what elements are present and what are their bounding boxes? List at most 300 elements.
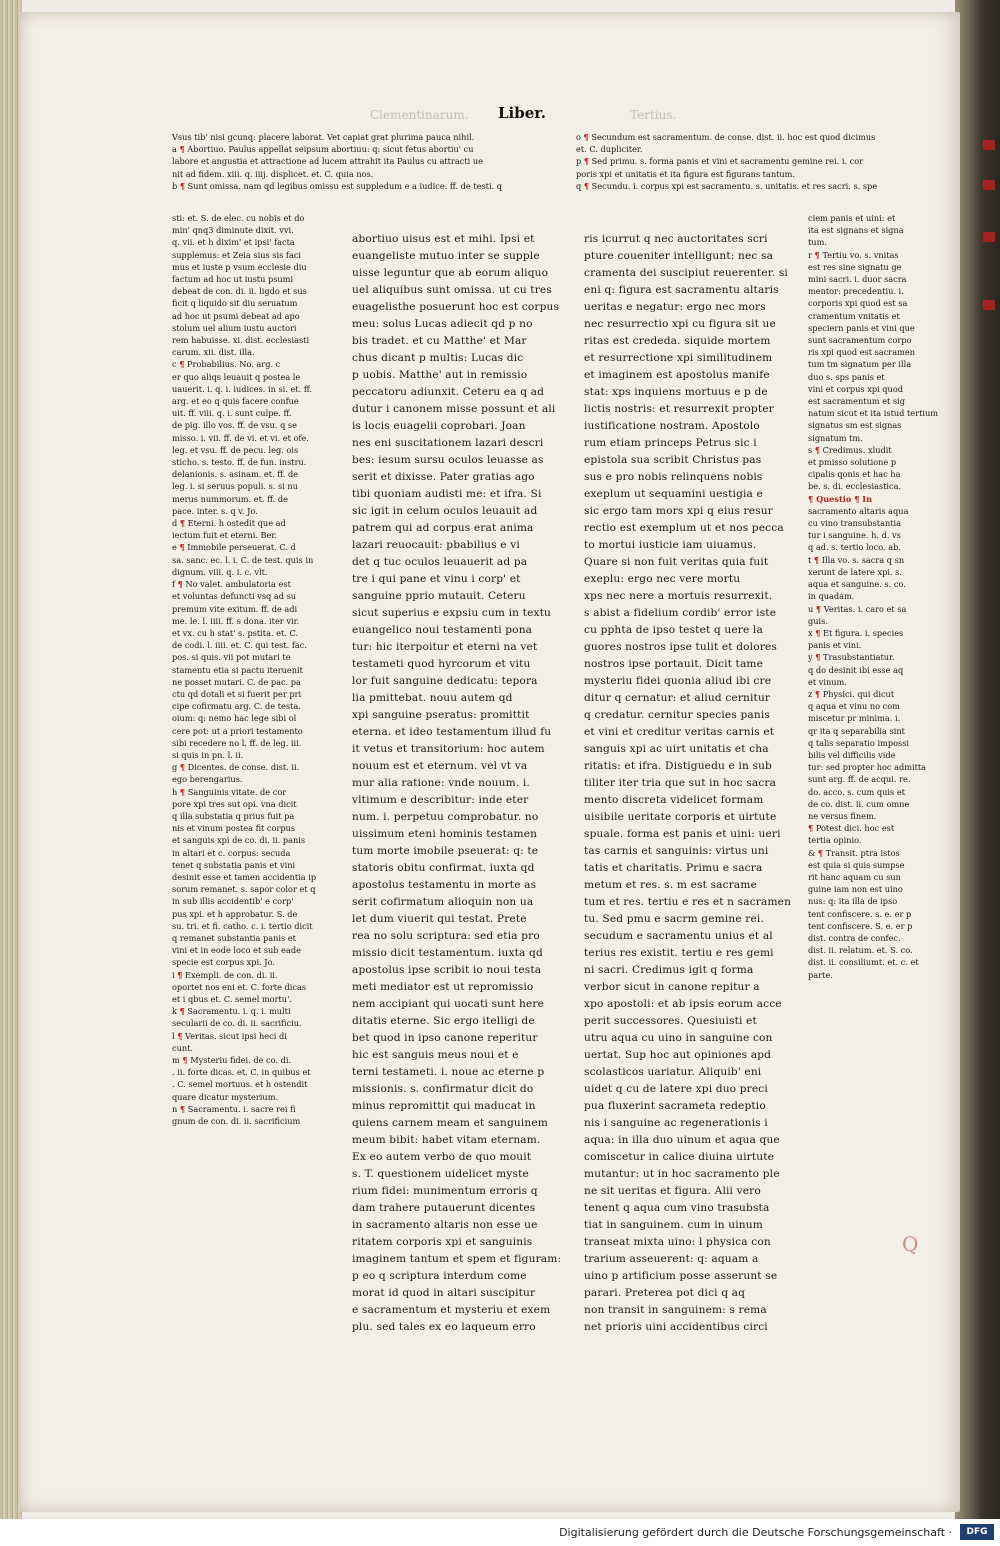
paragraph-mark: ¶ xyxy=(179,1103,186,1114)
text-line: et. C. dupliciter. xyxy=(576,144,643,155)
paragraph-mark: ¶ xyxy=(854,493,860,504)
text-line: aqua et sanguine. s. co. xyxy=(808,579,906,590)
text-line: dist. ii. relatum. et. S. co. xyxy=(808,945,913,956)
text-line: ditatis eterne. Sic ergo itelligi de xyxy=(352,1015,535,1027)
text-line: et pmisso solutione p xyxy=(808,457,897,468)
text-line: de co. dist. ii. cum omne xyxy=(808,798,910,809)
text-line: tre i qui pane et vinu i corp' et xyxy=(352,573,521,585)
text-line: cipe cofirmatu arg. C. de testa. xyxy=(172,701,301,712)
text-line: mur alia ratione: vnde nouum. i. xyxy=(352,777,530,789)
text-line: rectio est exemplum ut et nos pecca xyxy=(584,522,784,534)
text-line: n ¶ Sacramentu. i. sacre rei fi xyxy=(172,1103,296,1114)
text-line: apostolus testamentu in morte as xyxy=(352,879,537,891)
text-line: a ¶ Abortiuo. Paulus appellat seipsum abortiuu: q: sicut fetus abortiu' cu xyxy=(172,144,474,155)
paragraph-mark: ¶ xyxy=(808,823,814,834)
text-line: pace. inter. s. q v. Jo. xyxy=(172,505,258,516)
paragraph-mark: ¶ xyxy=(179,359,185,370)
text-line: rem habuisse. xi. dist. ecclesiasti xyxy=(172,335,310,346)
text-line: sic ergo tam mors xpi q eius resur xyxy=(584,505,773,517)
text-line: sic igit in celum oculos leuauit ad xyxy=(352,505,538,517)
text-line: euangeliste mutuo inter se supple xyxy=(352,250,540,262)
text-line: uisibile ueritate corporis et uirtute xyxy=(584,811,777,823)
text-line: signatum tm. xyxy=(808,432,863,443)
text-line: qr ita q separabilia sint xyxy=(808,725,905,736)
text-line: supplemus: et Zeia sius sis faci xyxy=(172,249,302,260)
paragraph-mark: ¶ xyxy=(179,542,185,553)
text-line: tiat in sanguinem. cum in uinum xyxy=(584,1219,763,1231)
text-line: in quadam. xyxy=(808,591,855,602)
text-line: si quis in pn. l. ii. xyxy=(172,749,244,760)
text-line: uino p artificium posse asserunt se xyxy=(584,1270,778,1282)
paragraph-mark: ¶ xyxy=(177,579,183,590)
text-line: k ¶ Sacramentu. i. q. i. multi xyxy=(172,1006,291,1017)
text-line: patrem qui ad corpus erat anima xyxy=(352,522,534,534)
text-line: serit et dixisse. Pater gratias ago xyxy=(352,471,535,483)
text-line: uissimum eteni hominis testamen xyxy=(352,828,538,840)
text-line: pore xpi tres sut opi. vna dicit xyxy=(172,798,297,809)
text-line: in sacramento altaris non esse ue xyxy=(352,1219,538,1231)
text-line: epistola sua scribit Christus pas xyxy=(584,454,762,466)
text-line: ne sit ueritas et figura. Alii vero xyxy=(584,1185,761,1197)
text-line: exeplu: ergo nec vere mortu xyxy=(584,573,741,585)
text-line: testameti quod hyrcorum et vitu xyxy=(352,658,531,670)
text-line: xpo apostoli: et ab ipsis eorum acce xyxy=(584,998,782,1010)
text-line: tertia opinio. xyxy=(808,835,862,846)
text-line: nus: q: ita illa de ipso xyxy=(808,896,898,907)
text-line: det q tuc oculos leuauerit ad pa xyxy=(352,556,528,568)
text-line: it vetus et transitorium: hoc autem xyxy=(352,743,545,755)
text-line: ritas est crededa. siquide mortem xyxy=(584,335,771,347)
text-line: misso. i. vii. ff. de vi. et vi. et ofe. xyxy=(172,432,309,443)
text-line: x ¶ Et figura. i. species xyxy=(808,627,904,638)
text-line: num. i. perpetuu comprobatur. no xyxy=(352,811,539,823)
text-line: de codi. l. iiii. et. C. qui test. fac. xyxy=(172,640,307,651)
text-line: mento discreta videlicet formam xyxy=(584,794,764,806)
text-line: tenent q aqua cum vino trasubsta xyxy=(584,1202,770,1214)
text-line: rium fidei: munimentum erroris q xyxy=(352,1185,538,1197)
text-line: ¶ Potest dici. hoc est xyxy=(808,823,895,834)
text-line: pos. si quis. vii pot mutari te xyxy=(172,652,291,663)
text-line: tum morte imobile pseuerat: q: te xyxy=(352,845,539,857)
text-line: imaginem tantum et spem et figuram: xyxy=(352,1253,562,1265)
text-line: est sacramentum et sig xyxy=(808,396,906,407)
text-line: parte. xyxy=(808,969,833,980)
paragraph-mark: ¶ xyxy=(179,1006,185,1017)
text-line: ctu qd dotali et si fuerit per pri xyxy=(172,688,302,699)
text-line: . C. semel mortuus. et h ostendit xyxy=(172,1079,308,1090)
text-line: z ¶ Physici. qui dicut xyxy=(808,688,895,699)
text-line: nem accipiant qui uocati sunt here xyxy=(352,998,545,1010)
text-line: duo s. sps panis et xyxy=(808,371,885,382)
text-line: nes eni suscitationem lazari descri xyxy=(352,437,544,449)
text-line: apostolus ipse scribit io noui testa xyxy=(352,964,542,976)
text-line: meum bibit: habet vitam eternam. xyxy=(352,1134,541,1146)
text-line: rum etiam princeps Petrus sic i xyxy=(584,437,757,449)
rubric-strip xyxy=(983,232,995,242)
text-line: tas carnis et sanguinis: virtus uni xyxy=(584,845,769,857)
text-line: leg. et vsu. ff. de pecu. leg. ois xyxy=(172,444,299,455)
text-line: gnum de con. di. ii. sacrificium xyxy=(172,1116,301,1127)
text-line: sti: et. S. de elec. cu nobis et do xyxy=(172,213,305,223)
text-line: be. s. di. ecclesiastica. xyxy=(808,481,902,492)
text-line: c ¶ Probabilius. No. arg. c xyxy=(172,359,281,370)
left-gloss-column xyxy=(172,212,336,1127)
text-line: uit. ff. viii. q. i. sunt culpe. ff. xyxy=(172,408,292,419)
text-line: bilis vel difficilis vide xyxy=(808,749,896,760)
text-line: s ¶ Credimus. xludit xyxy=(808,444,892,455)
footer-bar xyxy=(0,1519,1000,1546)
text-line: i ¶ Exempli. de con. di. ii. xyxy=(172,969,278,980)
text-line: tu. Sed pmu e sacrm gemine rei. xyxy=(584,913,764,925)
text-line: o ¶ Secundum est sacramentum. de conse. dist. ii. hoc est quod dicimus xyxy=(576,132,876,142)
right-gloss-column xyxy=(808,212,946,981)
right-book-edge xyxy=(955,0,1000,1520)
text-line: p eo q scriptura interdum come xyxy=(352,1270,527,1282)
text-line: y ¶ Trasubstantiatur. xyxy=(808,652,895,663)
text-line: Vsus tib' nisi gcunq: placere laborat. Vet capiat grat plurima pauca nihil. xyxy=(172,132,475,142)
text-line: uidet q cu de latere xpi duo preci xyxy=(584,1083,768,1095)
text-line: transeat mixta uino: l physica con xyxy=(584,1236,771,1248)
text-line: rea no solu scriptura: sed etia pro xyxy=(352,930,540,942)
text-line: ad hoc ut psumi debeat ad apo xyxy=(172,310,300,321)
text-line: stamentu etia si pactu iteruenit xyxy=(172,664,303,675)
text-line: b ¶ Sunt omissa. nam qd legibus omissu est suppledum e a iudice. ff. de testi. q xyxy=(172,180,503,191)
text-line: tur: sed propter hoc admitta xyxy=(808,762,927,773)
text-line: est quia si quis sumpse xyxy=(808,859,905,870)
text-line: nec resurrectio xpi cu figura sit ue xyxy=(584,318,776,330)
text-line: t ¶ Illa vo. s. sacra q sn xyxy=(808,554,905,565)
text-line: tatis et charitatis. Primu e sacra xyxy=(584,862,763,874)
text-line: serit cofirmatum alioquin non ua xyxy=(352,896,534,908)
text-line: ego berengarius. xyxy=(172,774,243,785)
text-line: uisse leguntur que ab eorum aliquo xyxy=(352,267,549,279)
text-line: plu. sed tales ex eo laqueum erro xyxy=(352,1321,536,1333)
paragraph-mark: ¶ xyxy=(583,156,590,167)
main-text-column-right xyxy=(584,231,796,1336)
paragraph-mark: ¶ xyxy=(815,627,821,638)
top-gloss-block xyxy=(172,131,570,192)
text-line: vini et corpus xpi quod xyxy=(808,383,903,394)
text-line: leg. i. si seruus populi. s. si nu xyxy=(172,481,298,492)
text-line: mini sacri. i. duor sacra xyxy=(808,274,907,285)
text-line: p uobis. Matthe' aut in remissio xyxy=(352,369,528,381)
text-line: q ¶ Secundu. i. corpus xpi est sacramentu. s. unitatis. et res sacri. s. spe xyxy=(576,180,878,191)
text-line: chus dicant p multis: Lucas dic xyxy=(352,352,524,364)
text-line: nit ad fidem. xiii. q. iiij. displicet. et. C. quia nos. xyxy=(172,168,374,179)
text-line: perit successores. Quesiuisti et xyxy=(584,1015,757,1027)
text-line: oium: q: nemo hac lege sibi ol xyxy=(172,713,297,724)
text-line: u ¶ Veritas. i. caro et sa xyxy=(808,603,907,614)
text-line: ne versus finem. xyxy=(808,810,877,821)
text-line: pus xpi. et h approbatur. S. de xyxy=(172,908,298,919)
text-line: secudum e sacramentu unius et al xyxy=(584,930,773,942)
text-line: dist. ii. consiliumt. et. c. et xyxy=(808,957,919,968)
text-line: q ad. s. tertio loco. ab. xyxy=(808,542,901,553)
text-line: terius res existit. tertiu e res gemi xyxy=(584,947,774,959)
text-line: mentor: precedentiu. i. xyxy=(808,286,904,297)
text-line: eni q: figura est sacramentu altaris xyxy=(584,284,779,296)
text-line: arg. et eo q quis facere confue xyxy=(172,396,299,407)
text-line: cipalis qonis et hac ha xyxy=(808,469,901,480)
text-line: meti mediator est ut repromissio xyxy=(352,981,534,993)
text-line: sanguis xpi ac uirt unitatis et cha xyxy=(584,743,769,755)
text-line: s. T. questionem uidelicet myste xyxy=(352,1168,529,1180)
text-line: nis et vinum postea fit corpus xyxy=(172,823,296,834)
paragraph-mark: ¶ xyxy=(179,518,186,529)
text-line: verbor sicut in canone repitur a xyxy=(584,981,760,993)
text-line: e ¶ Immobile perseuerat. C. d xyxy=(172,542,296,553)
text-line: premum vite exitum. ff. de adi xyxy=(172,603,298,614)
text-line: cu pphta de ipso testet q uere la xyxy=(584,624,763,636)
text-line: let dum viuerit qui testat. Prete xyxy=(352,913,527,925)
text-line: specie est corpus xpi. Jo. xyxy=(172,957,275,968)
text-line: uauerit. i. q. i. iudices. in si. et. ff. xyxy=(172,383,312,394)
text-line: q talis separatio impossi xyxy=(808,737,910,748)
text-line: pture coueniter intelligunt: nec sa xyxy=(584,250,774,262)
text-line: lia pmittebat. nouu autem qd xyxy=(352,692,513,704)
text-line: factum ad hoc ut iustu psumi xyxy=(172,274,294,285)
dfg-logo: DFG xyxy=(960,1524,994,1540)
text-line: q remanet substantia panis et xyxy=(172,932,296,943)
text-line: bet quod in ipso canone reperitur xyxy=(352,1032,538,1044)
bleed-through-head: Clementinarum. xyxy=(370,108,469,122)
text-line: corporis xpi quod est sa xyxy=(808,298,908,309)
text-line: xerunt de latere xpi. s. xyxy=(808,566,902,577)
text-line: dist. contra de confec. xyxy=(808,932,901,943)
text-line: bis tradet. et cu Matthe' et Mar xyxy=(352,335,527,347)
text-line: to mortui iusticie iam uiuamus. xyxy=(584,539,757,551)
text-line: trarium asseuerent: q: aquam a xyxy=(584,1253,759,1265)
text-line: iustificatione nostram. Apostolo xyxy=(584,420,760,432)
text-line: xpi sanguine pseratus: promittit xyxy=(352,709,530,721)
text-line: guores nostros ipse tulit et dolores xyxy=(584,641,777,653)
paragraph-mark: ¶ xyxy=(177,1030,183,1041)
text-line: dignum. viii. q. i. c. vlt. xyxy=(172,566,268,577)
text-line: r ¶ Tertiu vo. s. vnitas xyxy=(808,249,899,260)
text-line: carum. xii. dist. illa. xyxy=(172,347,255,358)
text-line: est res sine signatu ge xyxy=(808,261,902,272)
text-line: desinit esse et tamen accidentia ip xyxy=(172,871,317,882)
text-line: sticho. s. testo. ff. de fun. instru. xyxy=(172,457,307,468)
text-line: Quare si non fuit veritas quia fuit xyxy=(584,556,769,568)
text-line: signatus sm est signas xyxy=(808,420,902,431)
text-line: uertat. Sup hoc aut opiniones apd xyxy=(584,1049,772,1061)
book-page-edges xyxy=(0,0,22,1546)
text-line: s abist a fidelium cordib' error iste xyxy=(584,607,777,619)
text-line: ficit q liquido sit diu seruatum xyxy=(172,298,298,309)
text-line: natum sicut et ita istud tertium xyxy=(808,408,939,419)
text-line: oportet nos eni et. C. forte dicas xyxy=(172,981,307,992)
text-line: stolum uel alium iustu auctori xyxy=(172,322,297,333)
text-line: meu: solus Lucas adiecit qd p no xyxy=(352,318,533,330)
rubric-strip xyxy=(983,140,995,150)
paragraph-mark: ¶ xyxy=(583,132,589,142)
text-line: et voluntas defuncti vsq ad su xyxy=(172,591,297,602)
text-line: sanguine pprio mutauit. Ceteru xyxy=(352,590,526,602)
paragraph-mark: ¶ xyxy=(177,969,183,980)
text-line: sus e pro nobis relinquens nobis xyxy=(584,471,763,483)
text-line: tibi quoniam audisti me: et ifra. Si xyxy=(352,488,542,500)
text-line: nis i sanguine ac regenerationis i xyxy=(584,1117,768,1129)
text-line: q. vii. et h dixim' et ipsi' facta xyxy=(172,237,295,248)
text-line: iectum fuit et eterni. Ber. xyxy=(172,530,278,541)
text-line: sa. sanc. ec. l. i. C. de test. quis in xyxy=(172,554,314,565)
text-line: ita est signans et signa xyxy=(808,225,904,236)
text-line: mysteriu fidei quonia aliud ibi cre xyxy=(584,675,772,687)
text-line: et vx. cu h stat' s. pstita. et. C. xyxy=(172,627,299,638)
text-line: su. tri. et fi. catho. c. i. tertio dicit xyxy=(172,920,313,931)
text-line: merus nummorum. et. ff. de xyxy=(172,493,288,504)
text-line: ne posset mutari. C. de pac. pa xyxy=(172,676,301,687)
text-line: euagelisthe posuerunt hoc est corpus xyxy=(352,301,560,313)
text-line: cere pot: ut a priori testamento xyxy=(172,725,303,736)
text-line: mus et iuste p vsum ecclesie diu xyxy=(172,261,307,272)
paragraph-mark: ¶ xyxy=(817,847,824,858)
text-line: net prioris uini accidentibus circi xyxy=(584,1321,768,1333)
text-line: de pig. illo vos. ff. de vsu. q se xyxy=(172,420,297,431)
text-line: peccatoru adiunxit. Ceteru ea q ad xyxy=(352,386,545,398)
text-line: bes: iesum sursu oculos leuasse as xyxy=(352,454,544,466)
text-line: tiliter iter tria que sut in hoc sacra xyxy=(584,777,777,789)
text-line: p ¶ Sed primu. s. forma panis et vini et sacramentu gemine rei. i. cor xyxy=(576,156,864,167)
text-line: sacramento altaris aqua xyxy=(808,505,909,516)
text-line: eterna. et ideo testamentum illud fu xyxy=(352,726,552,738)
text-line: et i qbus et. C. semel mortu'. xyxy=(172,994,292,1004)
text-line: f ¶ No valet. ambulatoria est xyxy=(172,579,291,590)
text-line: aqua: in illa duo uinum et aqua que xyxy=(584,1134,780,1146)
text-line: guis. xyxy=(808,615,828,626)
text-line: q credatur. cernitur species panis xyxy=(584,709,770,721)
paragraph-mark: ¶ xyxy=(182,1055,188,1066)
text-line: et imaginem est apostolus manife xyxy=(584,369,770,381)
text-line: sorum remanet. s. sapor color et q xyxy=(172,884,316,895)
text-line: sicut superius e expsiu cum in textu xyxy=(352,607,551,619)
text-line: debeat de con. di. ii. ligdo et sus xyxy=(172,286,307,297)
text-line: is locis euagelii coprobari. Joan xyxy=(352,420,526,432)
text-line: hic est sanguis meus noui et e xyxy=(352,1049,519,1061)
text-line: sunt sacramentum corpo xyxy=(808,335,912,346)
text-line: ris icurrut q nec auctoritates scri xyxy=(584,233,768,245)
text-line: et vinum. xyxy=(808,676,847,687)
rubric-strip xyxy=(983,300,995,310)
text-line: et vini et creditur veritas carnis et xyxy=(584,726,775,738)
text-line: mutantur: ut in hoc sacramento ple xyxy=(584,1168,780,1180)
text-line: e sacramentum et mysteriu et exem xyxy=(352,1304,551,1316)
text-line: stat: xps inquiens mortuus e p de xyxy=(584,386,768,398)
text-line: scolasticos uariatur. Aliquib' eni xyxy=(584,1066,762,1078)
paragraph-mark: ¶ xyxy=(808,493,814,504)
text-line: ris xpi quod est sacramen xyxy=(808,347,915,358)
text-line: lictis nostris: et resurrexit propter xyxy=(584,403,774,415)
text-line: cu vino transubstantia xyxy=(808,518,902,529)
text-line: lor fuit sanguine dedicatu: tepora xyxy=(352,675,538,687)
text-line: l ¶ Veritas. sicut ipsi heci di xyxy=(172,1030,287,1041)
text-line: exeplum ut sequamini uestigia e xyxy=(584,488,763,500)
text-line: tent confiscere. S. e. er p xyxy=(808,920,913,931)
text-line: tenet q substatia panis et vini xyxy=(172,859,296,870)
paragraph-mark: ¶ xyxy=(815,652,821,663)
bleed-through-head: Tertius. xyxy=(630,108,677,122)
paragraph-mark: ¶ xyxy=(179,786,186,797)
text-line: tum et res. tertiu e res et n sacramen xyxy=(584,896,792,908)
text-line: vini et in eode loco et sub eade xyxy=(172,945,301,956)
text-line: terni testameti. i. noue ac eterne p xyxy=(352,1066,545,1078)
text-line: speciern panis et vini que xyxy=(808,322,915,333)
text-line: missio dicit testamentum. iuxta qd xyxy=(352,947,543,959)
text-line: ¶ Questio ¶ In xyxy=(808,493,873,504)
text-line: g ¶ Dicentes. de conse. dist. ii. xyxy=(172,762,300,773)
text-line: m ¶ Mysteriu fidei. de co. di. xyxy=(172,1055,292,1066)
text-line: er quo aliqs leuauit q postea le xyxy=(172,371,301,382)
text-line: sunt arg. ff. de acqui. re. xyxy=(808,774,911,785)
text-line: ni sacri. Credimus igit q forma xyxy=(584,964,754,976)
text-line: dam trahere putauerunt dicentes xyxy=(352,1202,536,1214)
text-line: ritatem corporis xpi et sanguinis xyxy=(352,1236,533,1248)
text-line: euangelico noui testamenti pona xyxy=(352,624,533,636)
funding-credit: Digitalisierung gefördert durch die Deutsche Forschungsgemeinschaft · xyxy=(559,1526,952,1539)
text-line: lazari reuocauit: pbabilius e vi xyxy=(352,539,520,551)
text-line: panis et vini. xyxy=(808,640,862,651)
text-line: labore et angustia et attractione ad lucem attrahit ita Paulus cu attracti ue xyxy=(172,156,483,167)
paragraph-mark: ¶ xyxy=(813,554,820,565)
text-line: q illa substatia q prius fuit pa xyxy=(172,810,295,821)
text-line: rit hanc aquam cu sun xyxy=(808,871,901,882)
paragraph-mark: ¶ xyxy=(815,603,822,614)
text-line: poris xpi et unitatis et ita figura est figurans tantum. xyxy=(576,168,796,179)
text-line: quare dicatur mysterium. xyxy=(172,1091,279,1102)
text-line: abortiuo uisus est et mihi. Ipsi et xyxy=(352,233,535,245)
paragraph-mark: ¶ xyxy=(583,180,590,191)
text-line: missionis. s. confirmatur dicit do xyxy=(352,1083,534,1095)
text-line: tent confiscere. s. e. er p xyxy=(808,908,912,919)
text-line: ueritas e negatur: ergo nec mors xyxy=(584,301,766,313)
main-text-column-left xyxy=(352,231,564,1336)
text-line: delanionis. s. asinam. et. ff. de xyxy=(172,469,299,480)
text-line: et resurrectione xpi similitudinem xyxy=(584,352,773,364)
text-line: statoris obitu confirmat. iuxta qd xyxy=(352,862,535,874)
text-line: cunt. xyxy=(172,1042,194,1053)
text-line: min' qnq3 diminute dixit. vvi. xyxy=(172,225,294,236)
text-line: parari. Preterea pot dici q aq xyxy=(584,1287,746,1299)
text-line: q aqua et vinu no com xyxy=(808,701,900,712)
text-line: non transit in sanguinem: s rema xyxy=(584,1304,767,1316)
text-line: cramentum vnitatis et xyxy=(808,310,900,321)
text-line: in sub illis accidentib' e corp' xyxy=(172,896,294,907)
text-line: et sanguis xpi de co. di. ii. panis xyxy=(172,835,306,846)
paragraph-mark: ¶ xyxy=(179,762,186,773)
text-line: dutur i canonem misse possunt et ali xyxy=(352,403,556,415)
text-line: in altari et c. corpus: secuda xyxy=(172,847,291,858)
text-line: miscetur pr minima. i. xyxy=(808,713,901,724)
paragraph-mark: ¶ xyxy=(814,444,821,455)
text-line: ditur q cernatur: et aliud cernitur xyxy=(584,692,771,704)
text-line: guine iam non est uino xyxy=(808,884,903,895)
text-line: ritatis: et ifra. Distiguedu e in sub xyxy=(584,760,772,772)
text-line: comiscetur in calice diuina uirtute xyxy=(584,1151,775,1163)
paragraph-mark: ¶ xyxy=(179,144,185,155)
text-line: tur: hic iterpoitur et eterni na vet xyxy=(352,641,538,653)
top-right-gloss-block xyxy=(576,131,941,192)
text-line: cramenta dei suscipiut reuerenter. si xyxy=(584,267,788,279)
rubric-strip xyxy=(983,180,995,190)
text-line: & ¶ Transit. ptra istos xyxy=(808,847,900,858)
text-line: pua fluxerint sacrameta redeptio xyxy=(584,1100,766,1112)
text-line: d ¶ Eterni. h ostedit que ad xyxy=(172,518,286,529)
text-line: quiens carnem meam et sanguinem xyxy=(352,1117,548,1129)
paragraph-mark: ¶ xyxy=(179,180,186,191)
text-line: h ¶ Sanguinis vitate. de cor xyxy=(172,786,287,797)
text-line: nouum est et eternum. vel vt va xyxy=(352,760,528,772)
